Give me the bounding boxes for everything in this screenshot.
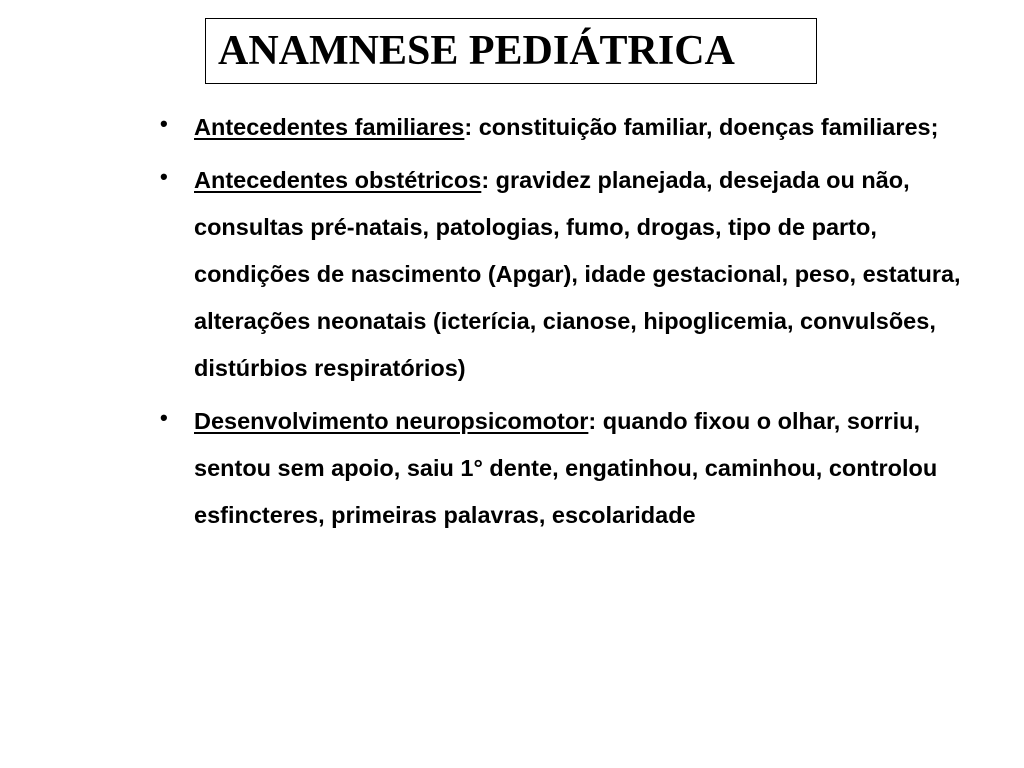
bullet-icon: • xyxy=(160,405,168,430)
bullet-text: : constituição familiar, doenças familiares; xyxy=(464,114,939,140)
bullet-item-antecedentes-familiares xyxy=(160,104,975,151)
bullet-text: : gravidez planejada, desejada ou não, consultas pré-natais, patologias, fumo, drogas, tipo de parto, condições de nascimento (Apgar), idade gestacional, peso, estatura, alterações neonatais (icterícia, cianose, hipoglicemia, convulsões, distúrbios respiratórios) xyxy=(194,167,961,381)
bullet-list xyxy=(160,104,975,545)
bullet-icon: • xyxy=(160,164,168,189)
bullet-item-desenvolvimento-neuropsicomotor xyxy=(160,398,975,539)
title-box xyxy=(205,18,817,84)
slide-title: ANAMNESE PEDIÁTRICA xyxy=(218,28,735,74)
bullet-icon: • xyxy=(160,111,168,136)
bullet-term: Desenvolvimento neuropsicomotor xyxy=(194,408,589,434)
bullet-term: Antecedentes familiares xyxy=(194,114,465,140)
bullet-term: Antecedentes obstétricos xyxy=(194,167,482,193)
bullet-item-antecedentes-obstetricos xyxy=(160,157,975,392)
bullet-text: : quando fixou o olhar, sorriu, sentou sem apoio, saiu 1° dente, engatinhou, caminhou, controlou esfincteres, primeiras palavras, escolaridade xyxy=(194,408,938,528)
